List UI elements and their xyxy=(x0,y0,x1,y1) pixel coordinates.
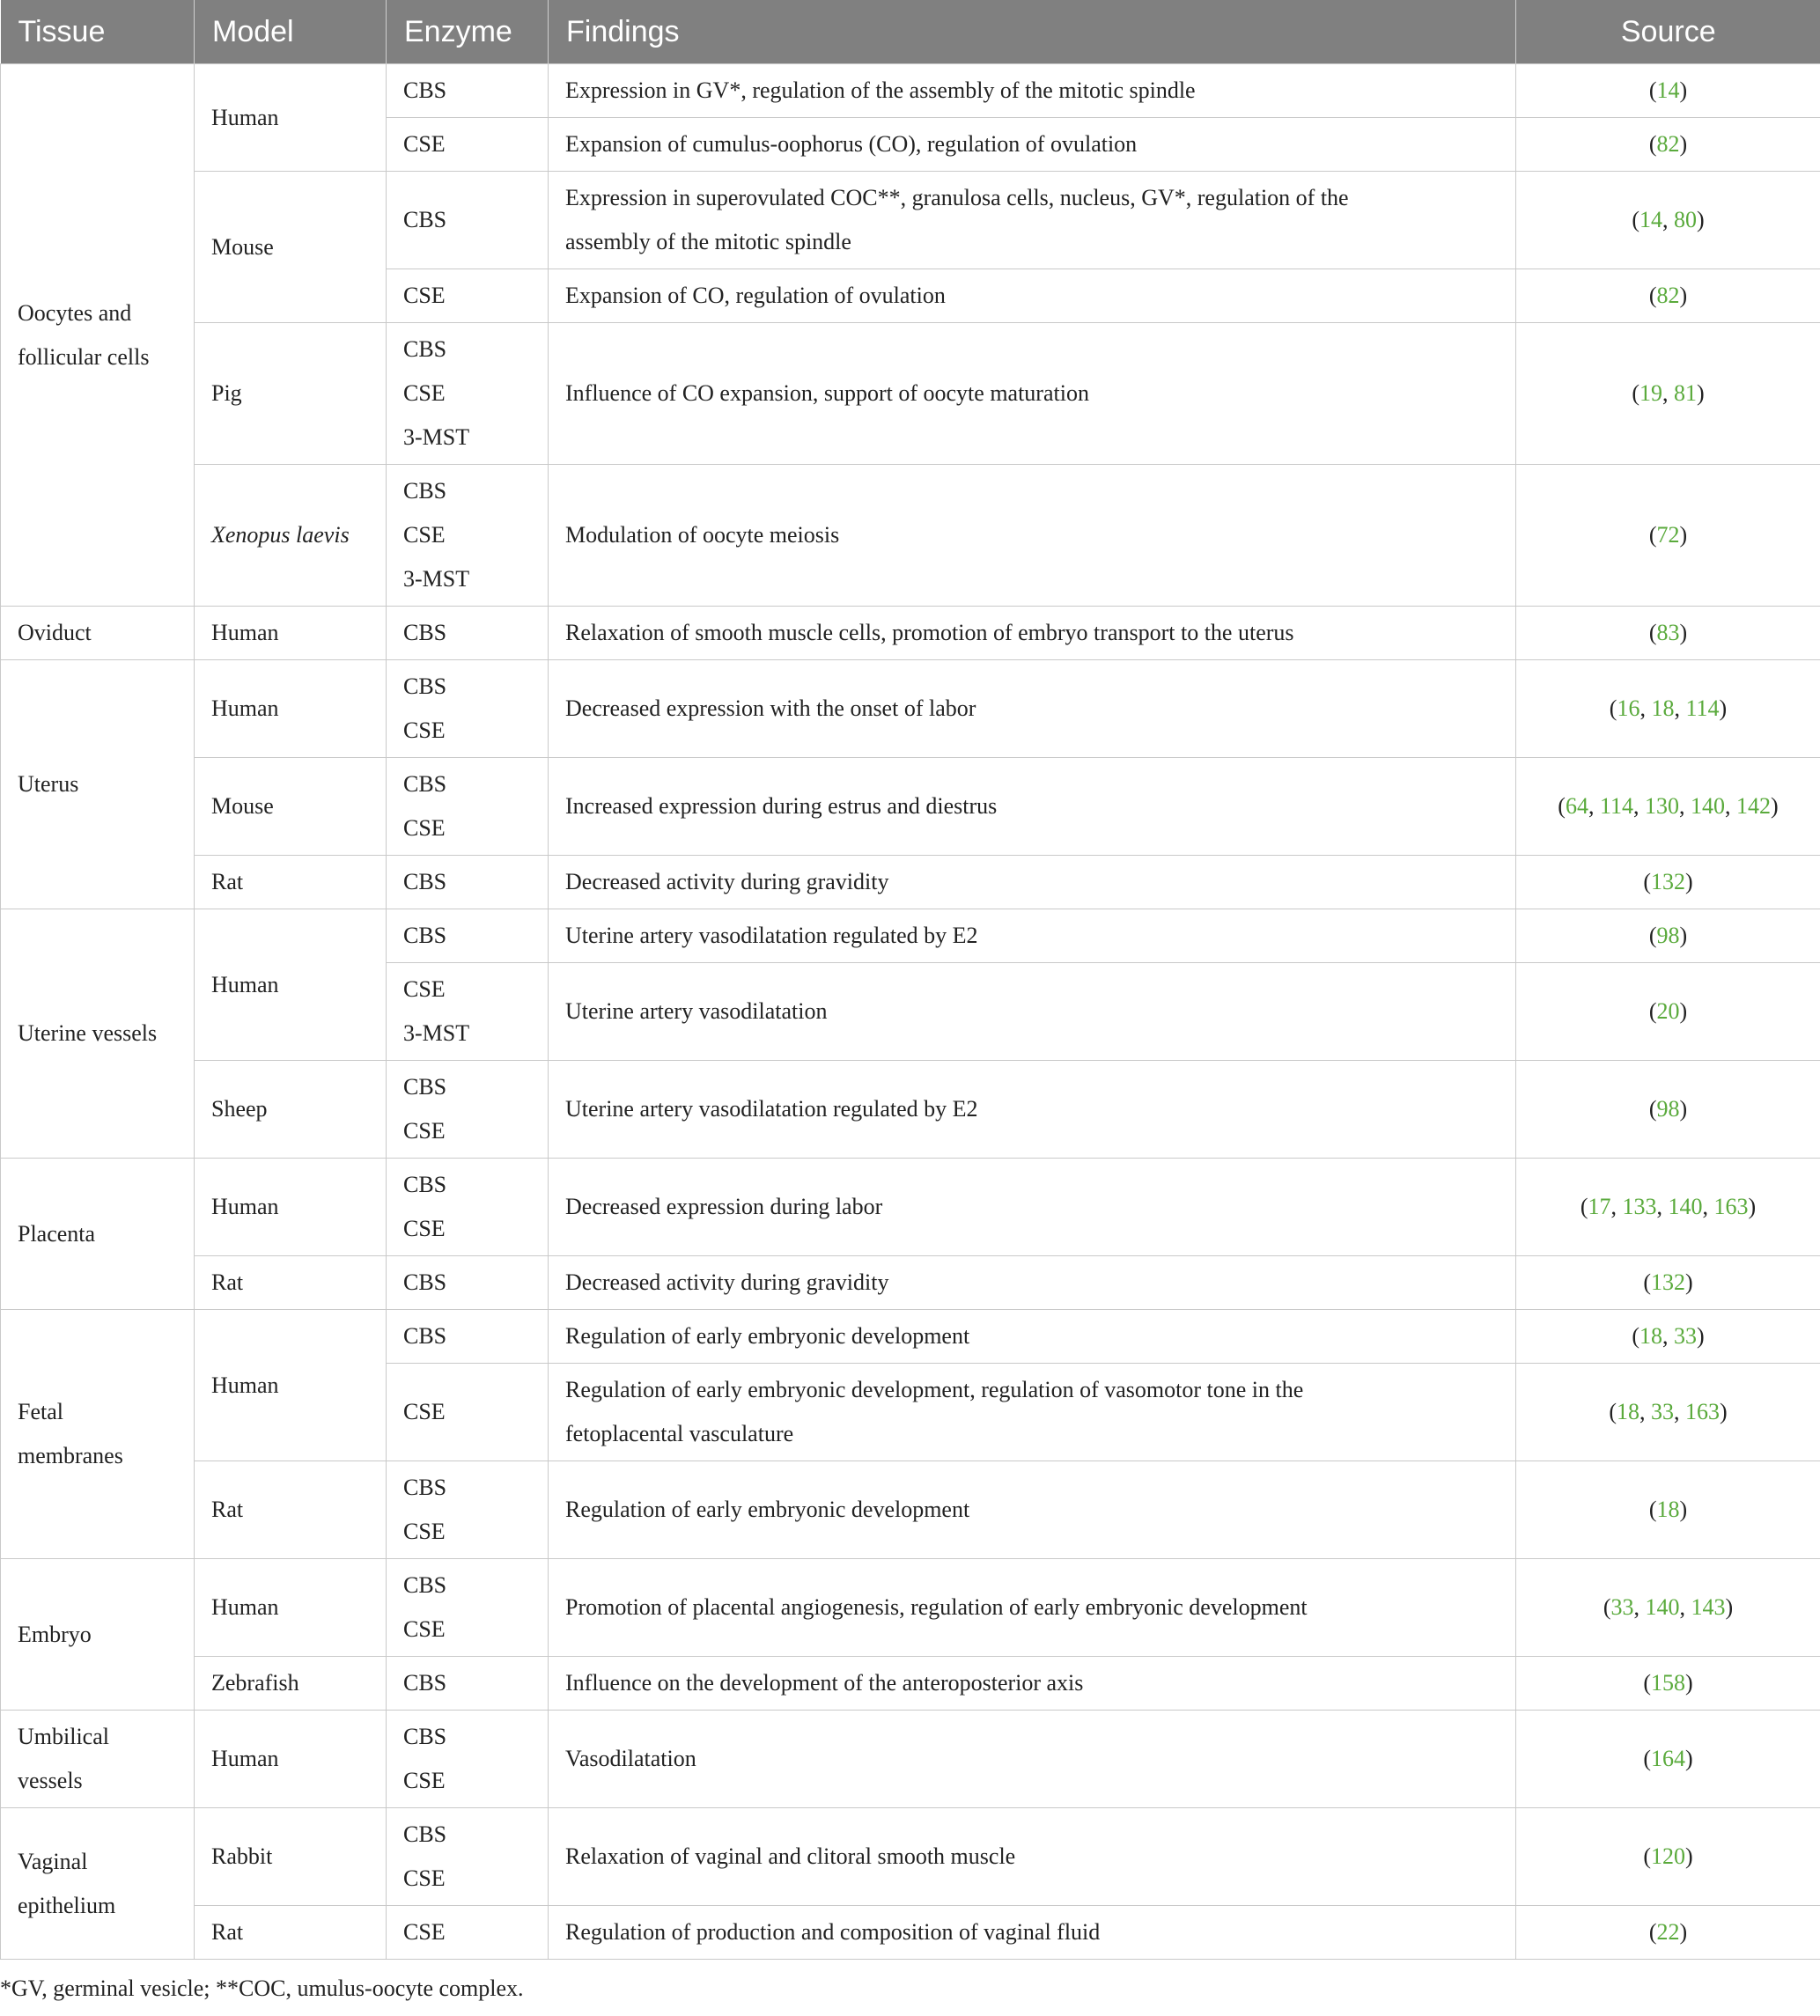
enzyme-line: 3-MST xyxy=(403,424,470,450)
findings-cell: Uterine artery vasodilatation regulated by E2 xyxy=(549,1061,1516,1159)
enzyme-lines xyxy=(403,69,531,113)
findings-cell: Modulation of oocyte meiosis xyxy=(549,465,1516,607)
model-cell: Zebrafish xyxy=(195,1657,387,1711)
footnote: *GV, germinal vesicle; **COC, umulus-oocyte complex. xyxy=(0,1976,524,2001)
enzyme-line: CSE xyxy=(403,1616,446,1642)
tissue-line: membranes xyxy=(18,1443,123,1468)
source-cell: (82) xyxy=(1516,269,1820,323)
enzyme-line: CBS xyxy=(403,869,447,894)
enzyme-line: CBS xyxy=(403,1172,447,1197)
enzyme-line: CBS xyxy=(403,1323,447,1349)
tissue-lines xyxy=(18,291,177,379)
enzyme-lines xyxy=(403,860,531,904)
enzyme-cell xyxy=(387,1310,549,1364)
enzyme-cell xyxy=(387,1159,549,1256)
enzyme-line: CSE xyxy=(403,1768,446,1793)
enzyme-cell xyxy=(387,118,549,172)
tissue-line: Umbilical xyxy=(18,1724,109,1749)
enzyme-cell xyxy=(387,1461,549,1559)
enzyme-line: CBS xyxy=(403,1475,447,1500)
reference-link[interactable]: 164 xyxy=(1651,1746,1685,1771)
enzyme-line: CSE xyxy=(403,1118,446,1144)
tissue-cell xyxy=(1,1808,195,1960)
source-cell: (18) xyxy=(1516,1461,1820,1559)
enzyme-lines xyxy=(403,198,531,242)
tissue-lines xyxy=(18,1390,177,1478)
source-cell: (83) xyxy=(1516,607,1820,660)
tissue-cell xyxy=(1,1310,195,1559)
enzyme-cell xyxy=(387,1256,549,1310)
model-cell: Human xyxy=(195,607,387,660)
enzyme-line: CBS xyxy=(403,478,447,504)
enzyme-line: CBS xyxy=(403,1074,447,1100)
enzyme-line: CBS xyxy=(403,923,447,948)
reference-link[interactable]: 98 xyxy=(1656,1096,1680,1122)
enzyme-lines xyxy=(403,1466,531,1554)
source-cell: (14, 80) xyxy=(1516,172,1820,269)
tissue-cell: Placenta xyxy=(1,1159,195,1310)
reference-link[interactable]: 132 xyxy=(1651,1269,1685,1295)
enzyme-cell xyxy=(387,758,549,856)
findings-cell: Expansion of CO, regulation of ovulation xyxy=(549,269,1516,323)
reference-link[interactable]: 140 xyxy=(1691,793,1726,819)
enzyme-cell xyxy=(387,1559,549,1657)
findings-cell: Relaxation of vaginal and clitoral smooth muscle xyxy=(549,1808,1516,1906)
table-row xyxy=(1,465,1820,607)
enzyme-line: CSE xyxy=(403,976,446,1002)
findings-line: Expression in superovulated COC**, granulosa cells, nucleus, GV*, regulation of the xyxy=(565,185,1349,210)
findings-line: Regulation of early embryonic development, regulation of vasomotor tone in the xyxy=(565,1377,1304,1402)
reference-link[interactable]: 20 xyxy=(1656,998,1680,1024)
model-cell: Human xyxy=(195,660,387,758)
enzyme-lines xyxy=(403,274,531,318)
enzyme-line: CBS xyxy=(403,1269,447,1295)
enzyme-lines xyxy=(403,968,531,1056)
table-row xyxy=(1,172,1820,269)
reference-link[interactable]: 98 xyxy=(1656,923,1680,948)
reference-link[interactable]: 16 xyxy=(1617,695,1640,721)
findings-line: fetoplacental vasculature xyxy=(565,1421,794,1446)
tissue-lines xyxy=(18,1840,177,1928)
enzyme-lines xyxy=(403,1314,531,1358)
enzyme-cell xyxy=(387,856,549,909)
source-cell: (22) xyxy=(1516,1906,1820,1960)
enzyme-lines xyxy=(403,762,531,850)
reference-link[interactable]: 120 xyxy=(1651,1843,1685,1869)
enzyme-line: CBS xyxy=(403,77,447,103)
tissue-line: follicular cells xyxy=(18,343,150,370)
reference-link[interactable]: 33 xyxy=(1651,1399,1674,1424)
enzyme-line: CSE xyxy=(403,1865,446,1891)
enzyme-lines xyxy=(403,1715,531,1803)
source-cell: (98) xyxy=(1516,909,1820,963)
tissue-cell xyxy=(1,64,195,607)
findings-cell: Decreased activity during gravidity xyxy=(549,856,1516,909)
reference-link[interactable]: 143 xyxy=(1691,1594,1726,1620)
source-cell: (132) xyxy=(1516,1256,1820,1310)
source-cell: (17, 133, 140, 163) xyxy=(1516,1159,1820,1256)
reference-link[interactable]: 14 xyxy=(1656,77,1680,103)
findings-cell xyxy=(549,1364,1516,1461)
findings-line: assembly of the mitotic spindle xyxy=(565,229,851,254)
tissue-line: vessels xyxy=(18,1768,83,1793)
source-cell: (132) xyxy=(1516,856,1820,909)
enzyme-cell xyxy=(387,64,549,118)
enzyme-line: CSE xyxy=(403,1399,446,1424)
reference-link[interactable]: 114 xyxy=(1599,793,1634,819)
enzyme-cell xyxy=(387,607,549,660)
reference-link[interactable]: 17 xyxy=(1588,1194,1611,1219)
reference-link[interactable]: 81 xyxy=(1674,380,1697,406)
enzyme-line: CSE xyxy=(403,1919,446,1945)
reference-link[interactable]: 18 xyxy=(1617,1399,1639,1424)
findings-cell: Regulation of early embryonic development xyxy=(549,1461,1516,1559)
reference-link[interactable]: 132 xyxy=(1651,869,1685,894)
enzyme-line: CSE xyxy=(403,717,446,743)
table-body xyxy=(1,64,1820,1960)
enzyme-cell xyxy=(387,1061,549,1159)
findings-cell: Regulation of early embryonic development xyxy=(549,1310,1516,1364)
enzyme-line: CBS xyxy=(403,1821,447,1847)
enzyme-lines xyxy=(403,611,531,655)
enzyme-line: CSE xyxy=(403,283,446,308)
reference-link[interactable]: 33 xyxy=(1674,1323,1697,1349)
enzyme-line: CBS xyxy=(403,1670,447,1696)
table-row xyxy=(1,1256,1820,1310)
tissue-line: Vaginal xyxy=(18,1848,88,1874)
enzyme-cell xyxy=(387,465,549,607)
table-row xyxy=(1,1808,1820,1906)
tissue-cell: Embryo xyxy=(1,1559,195,1711)
findings-cell: Influence on the development of the anteroposterior axis xyxy=(549,1657,1516,1711)
header-enzyme: Enzyme xyxy=(387,0,549,64)
enzyme-cell xyxy=(387,909,549,963)
model-cell: Human xyxy=(195,1159,387,1256)
tissue-cell: Uterus xyxy=(1,660,195,909)
reference-link[interactable]: 80 xyxy=(1674,207,1697,232)
enzyme-line: 3-MST xyxy=(403,1020,470,1046)
reference-link[interactable]: 14 xyxy=(1639,207,1662,232)
enzyme-line: CBS xyxy=(403,1724,447,1749)
source-cell: (98) xyxy=(1516,1061,1820,1159)
enzyme-lines xyxy=(403,469,531,601)
table-row xyxy=(1,323,1820,465)
reference-link[interactable]: 19 xyxy=(1639,380,1662,406)
source-cell: (19, 81) xyxy=(1516,323,1820,465)
enzyme-cell xyxy=(387,1906,549,1960)
source-cell: (33, 140, 143) xyxy=(1516,1559,1820,1657)
reference-link[interactable]: 82 xyxy=(1656,131,1680,157)
source-cell: (64, 114, 130, 140, 142) xyxy=(1516,758,1820,856)
enzyme-line: CBS xyxy=(403,1572,447,1598)
enzyme-cell xyxy=(387,323,549,465)
table-row xyxy=(1,660,1820,758)
tissue-line: epithelium xyxy=(18,1892,116,1918)
findings-cell xyxy=(549,172,1516,269)
model-cell: Xenopus laevis xyxy=(195,465,387,607)
table-row xyxy=(1,1906,1820,1960)
header-source: Source xyxy=(1516,0,1820,64)
source-cell: (20) xyxy=(1516,963,1820,1061)
tissue-cell: Oviduct xyxy=(1,607,195,660)
findings-lines xyxy=(565,1368,1499,1456)
model-cell: Pig xyxy=(195,323,387,465)
enzyme-cell xyxy=(387,172,549,269)
table-row xyxy=(1,1711,1820,1808)
model-cell: Rat xyxy=(195,856,387,909)
enzyme-lines xyxy=(403,1661,531,1705)
enzyme-line: CBS xyxy=(403,673,447,699)
enzyme-cell xyxy=(387,963,549,1061)
reference-link[interactable]: 64 xyxy=(1565,793,1588,819)
reference-link[interactable]: 140 xyxy=(1668,1194,1703,1219)
findings-lines xyxy=(565,176,1499,264)
reference-link[interactable]: 140 xyxy=(1645,1594,1680,1620)
reference-link[interactable]: 18 xyxy=(1639,1323,1662,1349)
source-cell: (14) xyxy=(1516,64,1820,118)
enzyme-line: CBS xyxy=(403,336,447,362)
table-row xyxy=(1,607,1820,660)
enzyme-line: CSE xyxy=(403,1216,446,1241)
reference-link[interactable]: 163 xyxy=(1685,1399,1720,1424)
model-cell: Human xyxy=(195,1711,387,1808)
findings-cell: Regulation of production and composition of vaginal fluid xyxy=(549,1906,1516,1960)
reference-link[interactable]: 163 xyxy=(1713,1194,1749,1219)
enzyme-cell xyxy=(387,1364,549,1461)
reference-link[interactable]: 22 xyxy=(1656,1919,1680,1945)
findings-cell: Decreased expression during labor xyxy=(549,1159,1516,1256)
enzyme-lines xyxy=(403,914,531,958)
reference-link[interactable]: 158 xyxy=(1651,1670,1685,1696)
reference-link[interactable]: 83 xyxy=(1656,620,1680,645)
table-row xyxy=(1,909,1820,963)
header-findings: Findings xyxy=(549,0,1516,64)
findings-cell: Expression in GV*, regulation of the assembly of the mitotic spindle xyxy=(549,64,1516,118)
findings-cell: Relaxation of smooth muscle cells, promotion of embryo transport to the uterus xyxy=(549,607,1516,660)
tissue-cell: Uterine vessels xyxy=(1,909,195,1159)
reference-link[interactable]: 18 xyxy=(1656,1497,1680,1522)
enzyme-line: CSE xyxy=(403,1519,446,1544)
table-row xyxy=(1,1310,1820,1364)
findings-cell: Vasodilatation xyxy=(549,1711,1516,1808)
enzyme-line: CBS xyxy=(403,207,447,232)
reference-link[interactable]: 130 xyxy=(1645,793,1680,819)
enzyme-cell xyxy=(387,1711,549,1808)
enzyme-lines xyxy=(403,1065,531,1153)
model-cell: Rat xyxy=(195,1256,387,1310)
findings-cell: Increased expression during estrus and diestrus xyxy=(549,758,1516,856)
source-cell: (158) xyxy=(1516,1657,1820,1711)
table-row xyxy=(1,856,1820,909)
reference-link[interactable]: 18 xyxy=(1651,695,1675,721)
findings-cell: Expansion of cumulus-oophorus (CO), regulation of ovulation xyxy=(549,118,1516,172)
enzyme-line: CSE xyxy=(403,815,446,841)
enzyme-line: CSE xyxy=(403,131,446,157)
enzyme-lines xyxy=(403,1564,531,1652)
table-row xyxy=(1,1159,1820,1256)
reference-link[interactable]: 72 xyxy=(1656,522,1680,548)
enzyme-line: 3-MST xyxy=(403,566,470,592)
model-cell: Human xyxy=(195,1559,387,1657)
enzyme-cell xyxy=(387,1808,549,1906)
enzyme-lines xyxy=(403,1390,531,1434)
reference-link[interactable]: 82 xyxy=(1656,283,1680,308)
tissue-lines xyxy=(18,1715,177,1803)
header-row xyxy=(1,0,1820,64)
model-cell: Mouse xyxy=(195,172,387,323)
enzyme-line: CSE xyxy=(403,380,446,406)
tissue-line: Fetal xyxy=(18,1399,63,1424)
source-cell: (16, 18, 114) xyxy=(1516,660,1820,758)
findings-cell: Promotion of placental angiogenesis, regulation of early embryonic development xyxy=(549,1559,1516,1657)
findings-cell: Influence of CO expansion, support of oocyte maturation xyxy=(549,323,1516,465)
enzyme-cell xyxy=(387,1657,549,1711)
source-cell: (18, 33) xyxy=(1516,1310,1820,1364)
enzyme-line: CBS xyxy=(403,620,447,645)
findings-cell: Uterine artery vasodilatation xyxy=(549,963,1516,1061)
source-cell: (120) xyxy=(1516,1808,1820,1906)
enzyme-cell xyxy=(387,660,549,758)
reference-link[interactable]: 133 xyxy=(1622,1194,1657,1219)
enzyme-lines xyxy=(403,327,531,460)
enzyme-lines xyxy=(403,1261,531,1305)
enzyme-lines xyxy=(403,1910,531,1954)
source-cell: (72) xyxy=(1516,465,1820,607)
model-cell: Rat xyxy=(195,1906,387,1960)
model-cell: Sheep xyxy=(195,1061,387,1159)
table-row xyxy=(1,1461,1820,1559)
enzyme-line: CBS xyxy=(403,771,447,797)
findings-cell: Decreased expression with the onset of labor xyxy=(549,660,1516,758)
table-row xyxy=(1,1061,1820,1159)
source-cell: (82) xyxy=(1516,118,1820,172)
findings-cell: Uterine artery vasodilatation regulated by E2 xyxy=(549,909,1516,963)
table-row xyxy=(1,758,1820,856)
model-cell: Mouse xyxy=(195,758,387,856)
enzyme-line: CSE xyxy=(403,522,446,548)
table-row xyxy=(1,1657,1820,1711)
model-cell: Human xyxy=(195,909,387,1061)
model-cell: Human xyxy=(195,64,387,172)
reference-link[interactable]: 142 xyxy=(1736,793,1772,819)
tissue-cell xyxy=(1,1711,195,1808)
model-cell: Rabbit xyxy=(195,1808,387,1906)
table-row xyxy=(1,1559,1820,1657)
model-cell: Human xyxy=(195,1310,387,1461)
source-cell: (164) xyxy=(1516,1711,1820,1808)
source-cell: (18, 33, 163) xyxy=(1516,1364,1820,1461)
reference-link[interactable]: 114 xyxy=(1685,695,1720,721)
enzyme-lines xyxy=(403,665,531,753)
header-model: Model xyxy=(195,0,387,64)
table-row xyxy=(1,64,1820,118)
reference-link[interactable]: 33 xyxy=(1610,1594,1634,1620)
enzyme-lines xyxy=(403,122,531,166)
enzyme-lines xyxy=(403,1163,531,1251)
tissue-line: Oocytes and xyxy=(18,299,132,326)
findings-cell: Decreased activity during gravidity xyxy=(549,1256,1516,1310)
enzyme-cell xyxy=(387,269,549,323)
enzyme-lines xyxy=(403,1813,531,1901)
header-tissue: Tissue xyxy=(1,0,195,64)
model-cell: Rat xyxy=(195,1461,387,1559)
